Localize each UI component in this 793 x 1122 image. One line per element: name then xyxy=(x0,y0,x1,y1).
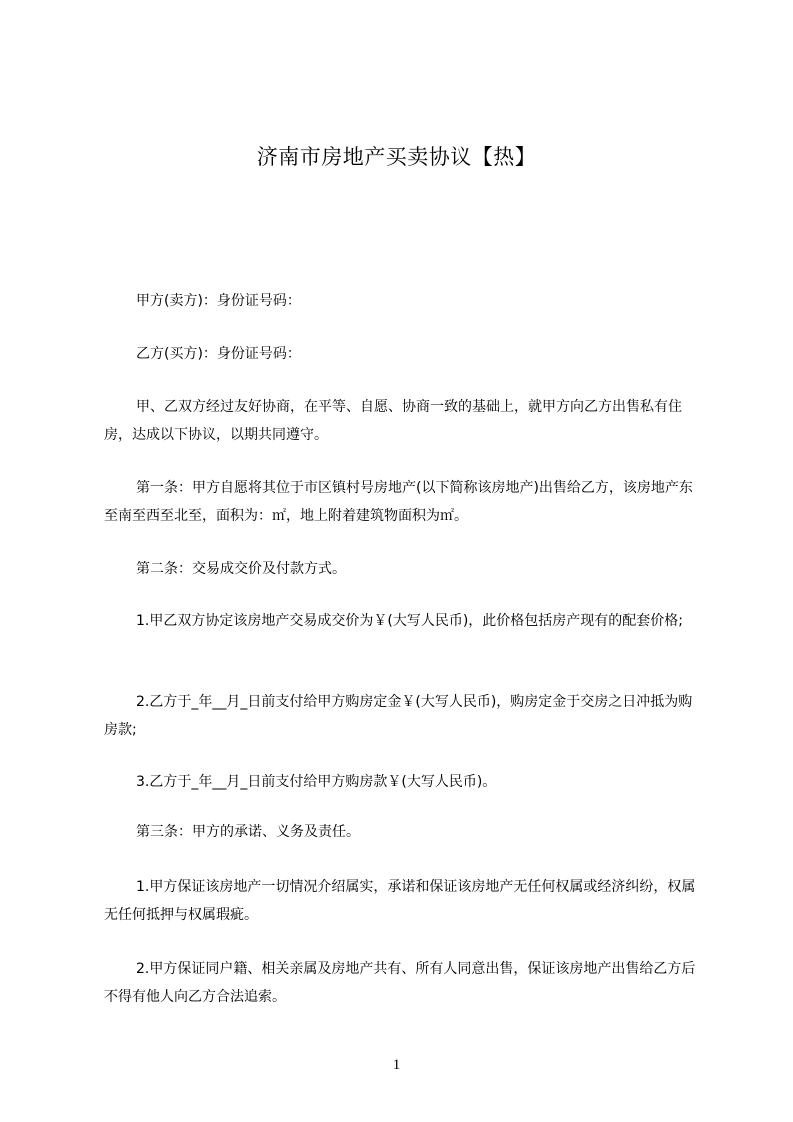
document-title: 济南市房地产买卖协议【热】 xyxy=(256,145,537,169)
article-3-item-1: 1.甲方保证该房地产一切情况介绍属实，承诺和保证该房地产无任何权属或经济纠纷，权属无任何抵押与权属瑕疵。 xyxy=(104,879,696,923)
article-2-item-1: 1.甲乙双方协定该房地产交易成交价为￥(大写人民币)，此价格包括房产现有的配套价格; xyxy=(136,613,683,629)
page-number: 1 xyxy=(392,1057,401,1073)
article-3-item-2: 2.甲方保证同户籍、相关亲属及房地产共有、所有人同意出售，保证该房地产出售给乙方后不得有他人向乙方合法追索。 xyxy=(104,961,696,1005)
preamble-paragraph: 甲、乙双方经过友好协商，在平等、自愿、协商一致的基础上，就甲方向乙方出售私有住房，达成以下协议，以期共同遵守。 xyxy=(104,399,682,443)
article-3-heading: 第三条：甲方的承诺、义务及责任。 xyxy=(136,824,360,840)
article-1-paragraph: 第一条：甲方自愿将其位于市区镇村号房地产(以下简称该房地产)出售给乙方，该房地产东至南至西至北至，面积为：㎡，地上附着建筑物面积为㎡。 xyxy=(104,480,693,524)
party-b-line: 乙方(买方)：身份证号码： xyxy=(136,346,301,362)
article-2-heading: 第二条：交易成交价及付款方式。 xyxy=(136,561,346,577)
party-a-line: 甲方(卖方)：身份证号码： xyxy=(136,293,301,309)
article-2-item-2: 2.乙方于_年__月_日前支付给甲方购房定金￥(大写人民币)，购房定金于交房之日冲抵为购房款; xyxy=(104,694,693,738)
article-2-item-3: 3.乙方于_年__月_日前支付给甲方购房款￥(大写人民币)。 xyxy=(136,774,497,790)
